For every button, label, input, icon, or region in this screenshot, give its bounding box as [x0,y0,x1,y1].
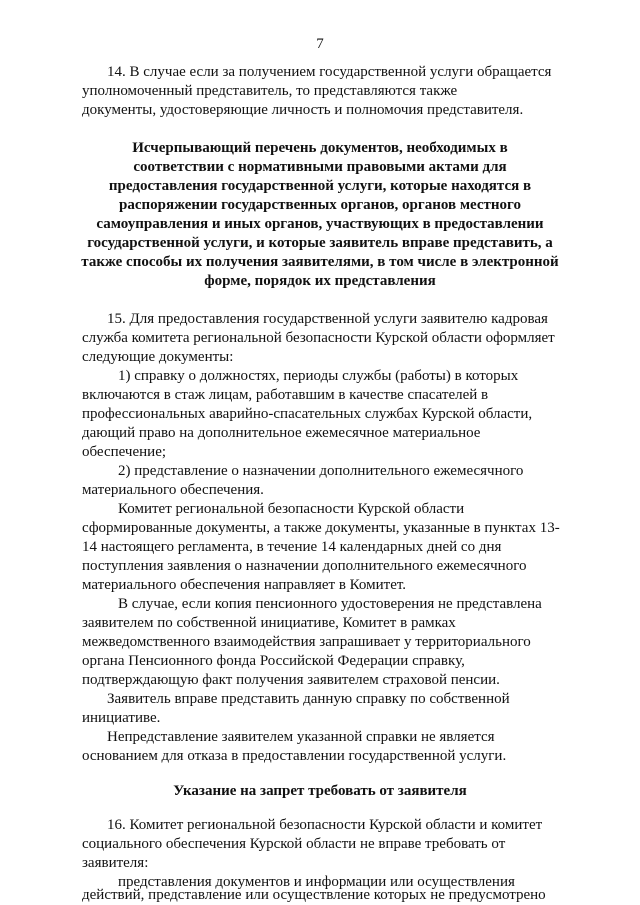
heading-line: Исчерпывающий перечень документов, необходимых в [132,140,508,156]
text-line: представления документов и информации или осуществления [118,874,515,890]
text-line: 14. В случае если за получением государственной услуги обращается [107,64,552,80]
section-heading-prohibition: Указание на запрет требовать от заявителя [173,783,467,799]
text-line: 2) представление о назначении дополнительного ежемесячного [118,463,524,479]
text-line: материального обеспечения направляет в Комитет. [82,577,407,593]
text-line: социального обеспечения Курской области не вправе требовать от [82,836,506,852]
heading-line: государственной услуги, и которые заявитель вправе представить, а [87,235,553,251]
heading-line: также способы их получения заявителями, в том числе в электронной [81,254,559,270]
text-line: подтверждающую факт получения заявителем страховой пенсии. [82,672,500,688]
text-line: В случае, если копия пенсионного удостоверения не представлена [118,596,542,612]
text-line: дающий право на дополнительное ежемесячное материальное [82,425,481,441]
text-line: поступления заявления о назначении дополнительного ежемесячного [82,558,527,574]
text-line: 14 настоящего регламента, в течение 14 календарных дней со дня [82,539,502,555]
text-line: материального обеспечения. [82,482,264,498]
text-line: Комитет региональной безопасности Курской области [118,501,465,517]
text-line: межведомственного взаимодействия запрашивает у территориального [82,634,531,650]
text-line: 1) справку о должностях, периоды службы (работы) в которых [118,368,519,384]
heading-line: самоуправления и иных органов, участвующих в предоставлении [96,216,544,232]
text-line: документы, удостоверяющие личность и полномочия представителя. [82,102,524,118]
text-line: служба комитета региональной безопасности Курской области оформляет [82,330,555,346]
text-line: 15. Для предоставления государственной услуги заявителю кадровая [107,311,548,327]
heading-line: форме, порядок их представления [204,273,436,289]
heading-line: предоставления государственной услуги, которые находятся в [108,178,532,194]
text-line: обеспечение; [82,444,167,460]
text-line: уполномоченный представитель, то представляются также [82,83,458,99]
page-number: 7 [316,36,324,52]
text-line: следующие документы: [82,349,234,365]
heading-line: распоряжении государственных органов, органов местного [119,197,521,213]
text-line: инициативе. [82,710,161,726]
text-line: основанием для отказа в предоставлении государственной услуги. [82,748,507,764]
text-line: включаются в стаж лицам, работавшим в качестве спасателей в [82,387,489,403]
text-line: 16. Комитет региональной безопасности Курской области и комитет [107,817,543,833]
text-line: органа Пенсионного фонда Российской Федерации справку, [82,653,465,669]
heading-line: соответствии с нормативными правовыми актами для [133,159,507,175]
text-line: сформированные документы, а также документы, указанные в пунктах 13- [82,520,560,536]
text-line: Заявитель вправе представить данную справку по собственной [107,691,510,707]
text-line: действий, представление или осуществление которых не предусмотрено [82,887,546,903]
text-line: профессиональных аварийно-спасательных службах Курской области, [82,406,533,422]
text-line: заявителя: [82,855,149,871]
text-line: Непредставление заявителем указанной справки не является [107,729,495,745]
text-line: заявителем по собственной инициативе, Комитет в рамках [82,615,456,631]
